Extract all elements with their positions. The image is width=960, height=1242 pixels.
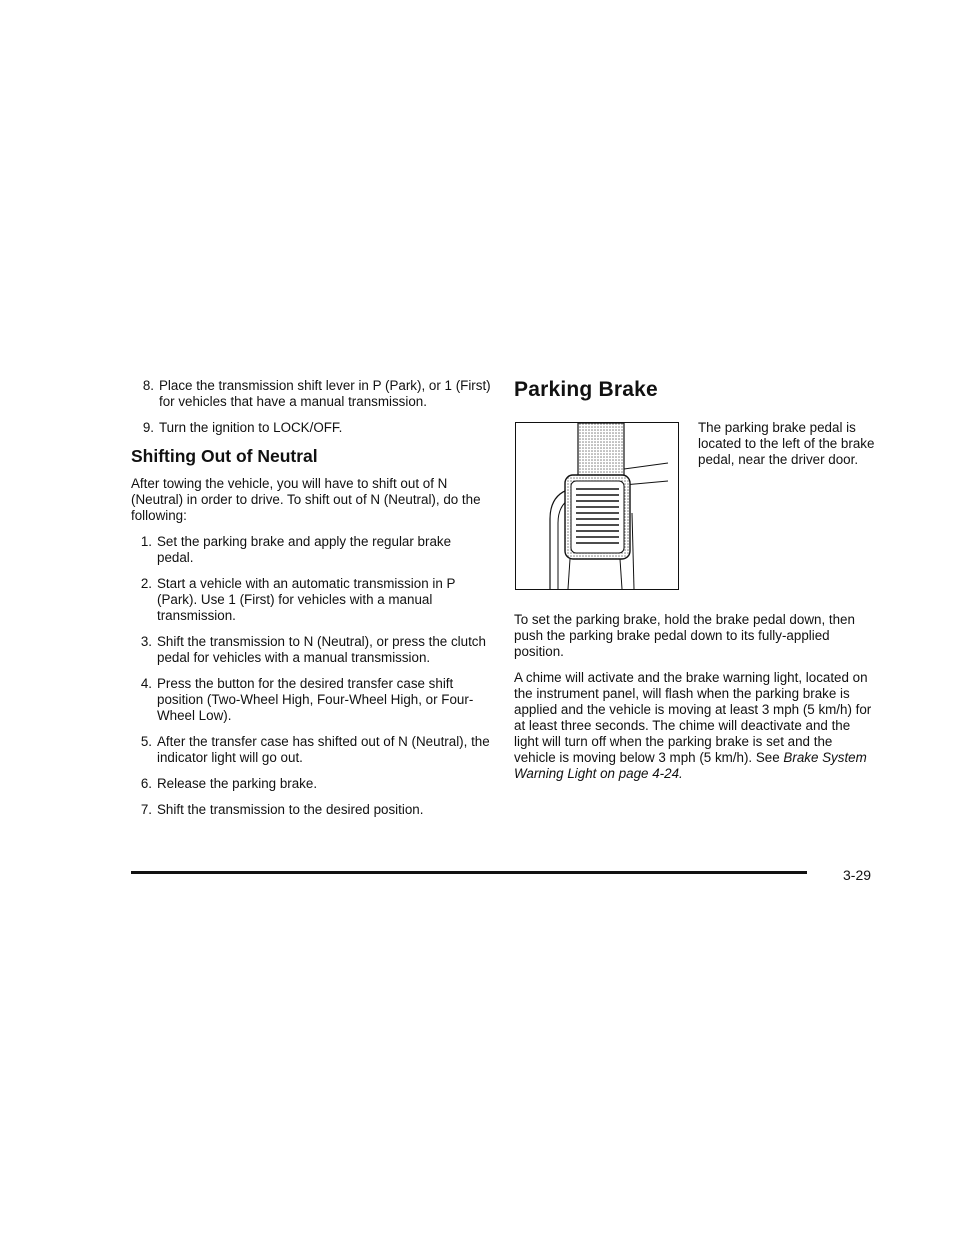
steps-list-continued — [132, 378, 491, 436]
step-number: 5. — [140, 734, 152, 749]
step-text: Turn the ignition to LOCK/OFF. — [159, 420, 343, 435]
list-item — [130, 776, 491, 792]
step-text: Start a vehicle with an automatic transmission in P (Park). Use 1 (First) for vehicles with a manual transmission. — [157, 576, 456, 623]
step-number: 3. — [140, 634, 152, 649]
section-subheading: Shifting Out of Neutral — [131, 446, 318, 466]
left-column — [131, 378, 491, 828]
step-number: 6. — [140, 776, 152, 791]
list-item — [132, 420, 491, 436]
figure-caption: The parking brake pedal is located to the left of the brake pedal, near the driver door. — [698, 420, 875, 467]
list-item — [130, 576, 491, 624]
right-column — [514, 378, 875, 781]
section-intro: After towing the vehicle, you will have to shift out of N (Neutral) in order to drive. To shift out of N (Neutral), do the following: — [131, 476, 481, 523]
step-text: Set the parking brake and apply the regular brake pedal. — [157, 534, 452, 565]
step-text: Shift the transmission to N (Neutral), or press the clutch pedal for vehicles with a manual transmission. — [157, 634, 486, 665]
list-item — [132, 378, 491, 410]
step-number: 8. — [142, 378, 154, 393]
page-number: 3-29 — [843, 867, 872, 883]
cross-reference-link[interactable]: Brake System Warning Light on page 4-24. — [514, 750, 867, 781]
parking-brake-illustration — [515, 422, 679, 590]
list-item — [130, 676, 491, 724]
step-number: 9. — [142, 420, 154, 435]
step-number: 1. — [140, 534, 152, 549]
step-number: 2. — [140, 576, 152, 591]
footer-rule — [131, 871, 807, 874]
step-number: 7. — [140, 802, 152, 817]
parking-brake-pedal-icon — [516, 423, 678, 589]
list-item — [130, 734, 491, 766]
step-text: Shift the transmission to the desired position. — [157, 802, 424, 817]
step-text: Release the parking brake. — [157, 776, 318, 791]
step-text: After the transfer case has shifted out of N (Neutral), the indicator light will go out. — [157, 734, 490, 765]
step-number: 4. — [140, 676, 152, 691]
step-text: Place the transmission shift lever in P (Park), or 1 (First) for vehicles that have a manual transmission. — [159, 378, 491, 409]
step-text: Press the button for the desired transfer case shift position (Two-Wheel High, Four-Wheel High, or Four-Wheel Low). — [157, 676, 474, 723]
paragraph-chime-text: A chime will activate and the brake warning light, located on the instrument panel, will flash when the parking brake is applied and the vehicle is moving at least 3 mph (5 km/h) for at least three seconds. The chime will deactivate and the light will turn off when the parking brake is set and the vehicle is moving below 3 mph (5 km/h). See — [514, 670, 872, 765]
list-item — [130, 802, 491, 818]
paragraph-set-brake: To set the parking brake, hold the brake pedal down, then push the parking brake pedal down to its fully-applied position. — [514, 612, 855, 659]
section-heading: Parking Brake — [514, 378, 658, 401]
paragraph-chime — [514, 670, 874, 782]
list-item — [130, 634, 491, 666]
parking-brake-text — [514, 612, 874, 792]
steps-list — [130, 534, 491, 818]
list-item — [130, 534, 491, 566]
